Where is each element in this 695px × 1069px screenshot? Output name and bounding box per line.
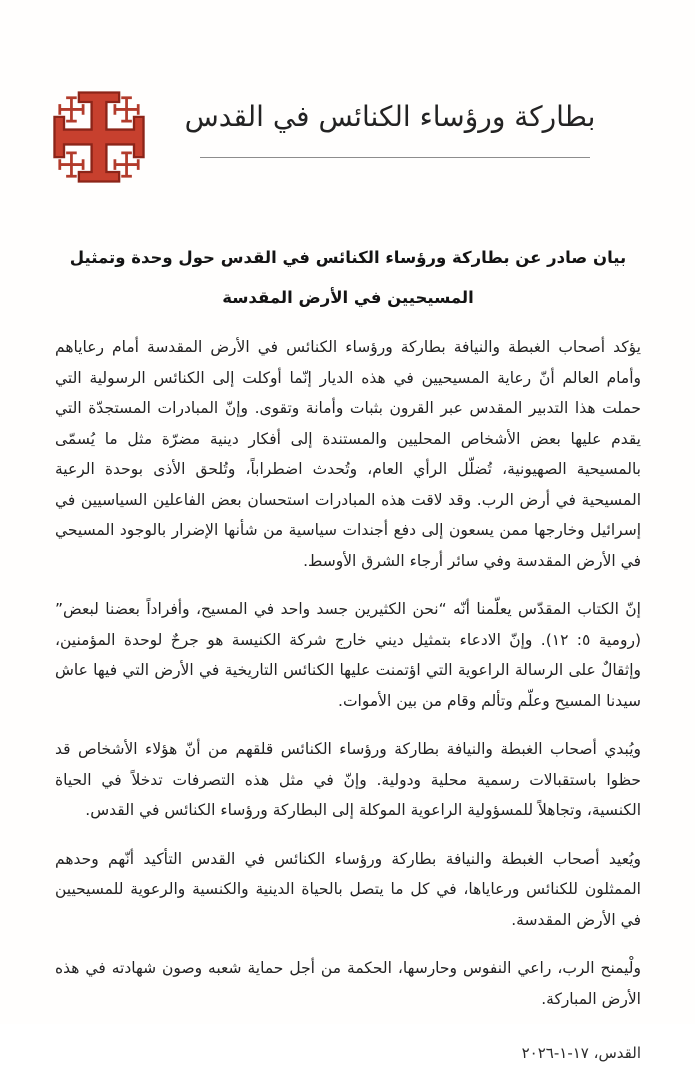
- organization-title: بطاركة ورؤساء الكنائس في القدس: [184, 100, 596, 133]
- statement-body: [55, 332, 641, 1069]
- dateline: القدس، ١٧-١-٢٠٢٦: [521, 1044, 641, 1062]
- statement-paragraph-2: إنّ الكتاب المقدّس يعلّمنا أنّه “نحن الكثيرين جسد واحد في المسيح، وأفراداً بعضنا لبعض” (رومية ٥: ١٢). وإنّ الادعاء بتمثيل ديني خارج شركة الكنيسة هو جرحٌ لوحدة المؤمنين، وإثقالٌ على الرسالة الراعوية التي اؤتمنت عليها الكنائس التاريخية في الأرض التي فيها عاش سيدنا المسيح وعلّم وتألم وقام من بين الأموات.: [55, 600, 641, 710]
- statement-paragraph-5: ولْيمنح الرب، راعي النفوس وحارسها، الحكمة من أجل حماية شعبه وصون شهادته في هذه الأرض المباركة.: [55, 959, 641, 1008]
- statement-heading: بيان صادر عن بطاركة ورؤساء الكنائس في القدس حول وحدة وتمثيل المسيحيين في الأرض المقدسة: [69, 248, 627, 307]
- jerusalem-cross-icon: [46, 82, 152, 192]
- statement-paragraph-3: ويُبدي أصحاب الغبطة والنيافة بطاركة ورؤساء الكنائس قلقهم من أنّ هؤلاء الأشخاص قد حظوا باستقبالات رسمية محلية ودولية. وإنّ في مثل هذه التصرفات تدخلاً في الحياة الكنسية، وتجاهلاً للمسؤولية الراعوية الموكلة إلى البطاركة ورؤساء الكنائس في القدس.: [55, 740, 641, 819]
- statement-paragraph-1: يؤكد أصحاب الغبطة والنيافة بطاركة ورؤساء الكنائس في الأرض المقدسة أمام رعاياهم وأمام العالم أنّ رعاية المسيحيين في هذه الديار إنّما أوكلت إلى الكنائس الرسولية التي حملت هذا التدبير المقدس عبر القرون بثبات وأمانة وتقوى. وإنّ المبادرات المستجدّة التي يقدم عليها بعض الأشخاص المحليين والمستندة إلى أفكار دينية مضرّة مثل ما يُسمّى بالمسيحية الصهيونية، تُضلّل الرأي العام، وتُحدث اضطراباً، وتُلحق الأذى بوحدة الرعية المسيحية في أرض الرب. وقد لاقت هذه المبادرات استحسان بعض الفاعلين السياسيين في إسرائيل وخارجها ممن يسعون إلى دفع أجندات سياسية من شأنها الإضرار بالوجود المسيحي في الأرض المقدسة وفي سائر أرجاء الشرق الأوسط.: [55, 338, 641, 570]
- statement-paragraph-4: ويُعيد أصحاب الغبطة والنيافة بطاركة ورؤساء الكنائس في القدس التأكيد أنّهم وحدهم الممثلون للكنائس ورعاياها، في كل ما يتصل بالحياة الدينية والكنسية والرعوية للمسيحيين في الأرض المقدسة.: [55, 849, 641, 929]
- title-divider-rule: [200, 157, 590, 158]
